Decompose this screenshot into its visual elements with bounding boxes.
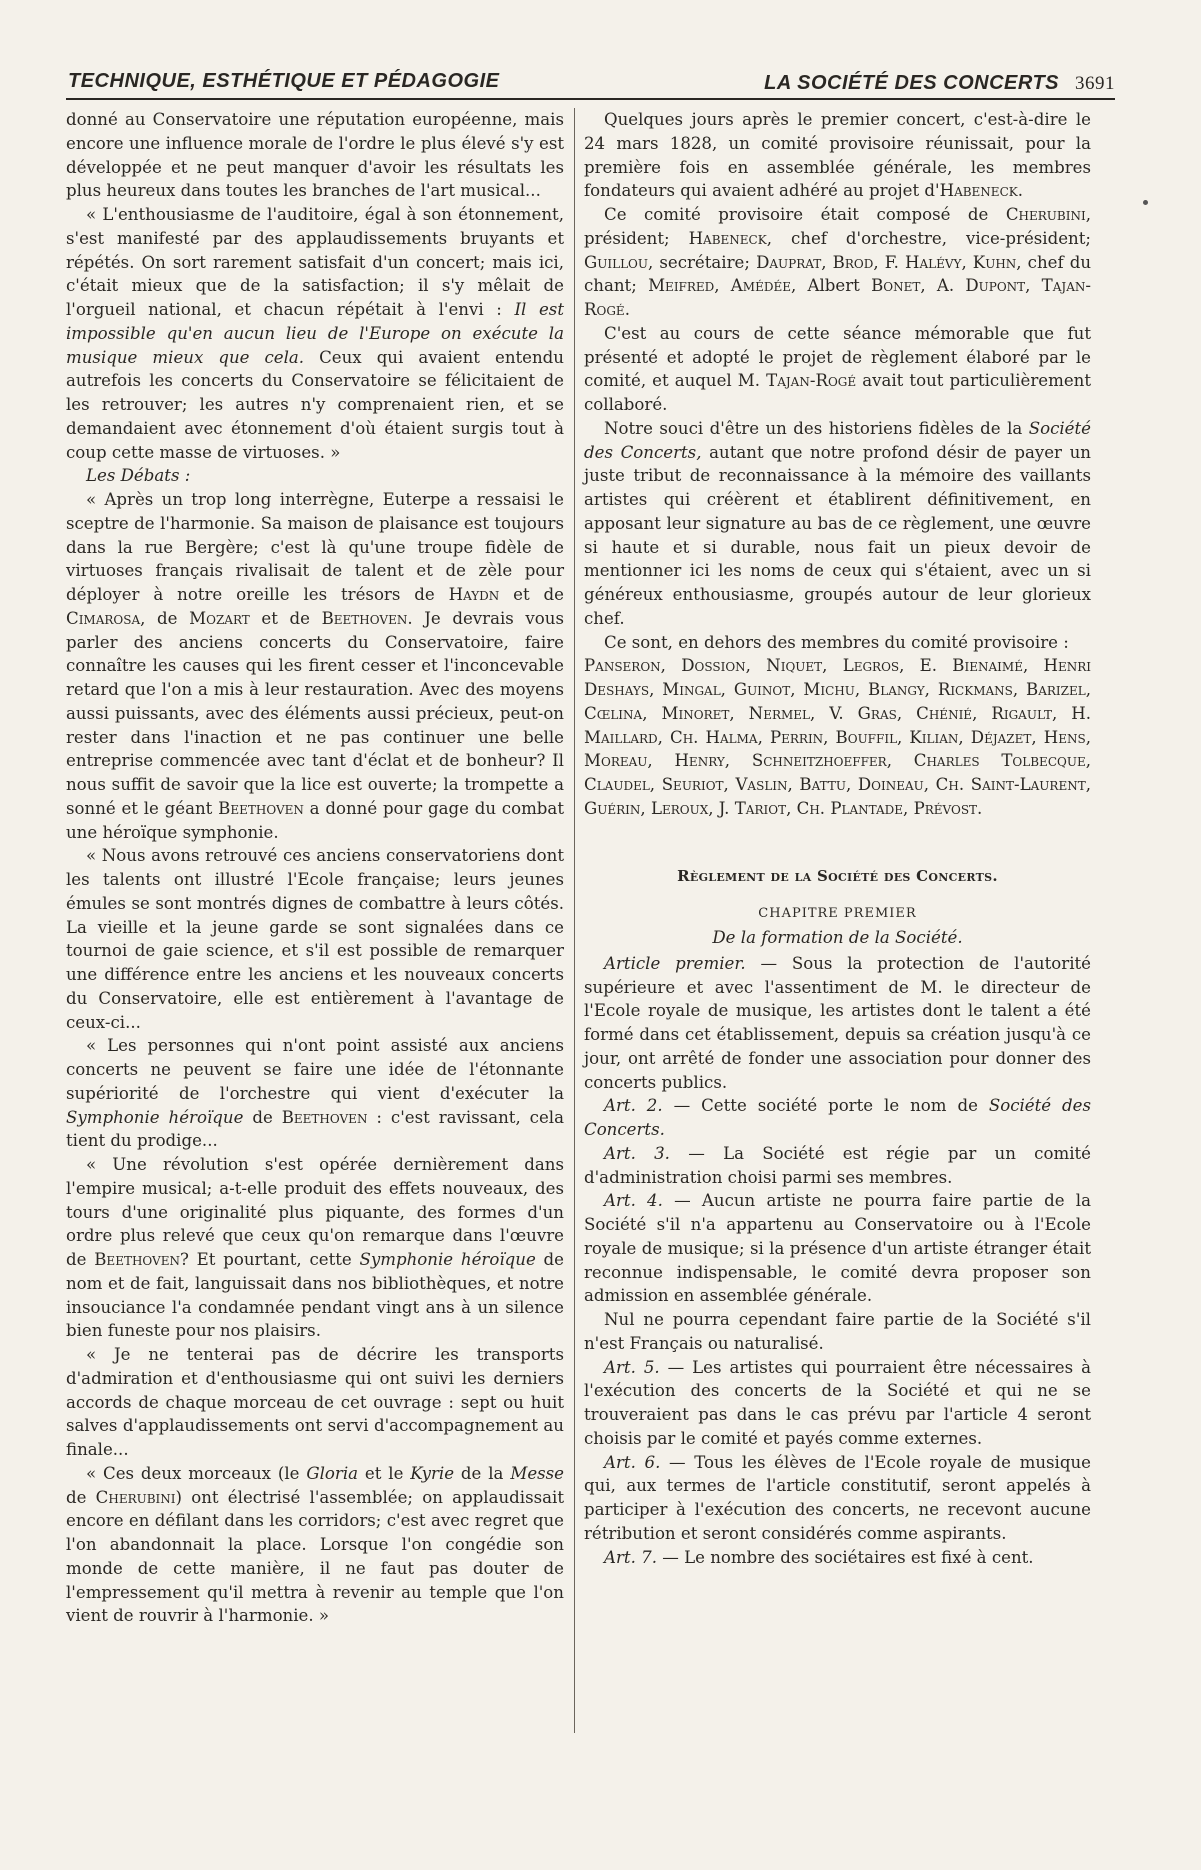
composer-name: Beethoven: [281, 1107, 368, 1127]
composer-name: Cherubini: [95, 1487, 176, 1507]
paragraph: « Ces deux morceaux (le Gloria et le Kyrie de la Messe de Cherubini) ont électrisé l'assemblée; on applaudissait encore en défilant dans les corridors; c'est avec regret que l'on abandonnait la place. Lorsque l'on congédie son monde de cette manière, il ne faut pas douter de l'empressement qu'il mettra à revenir au temple que l'on vient de rouvrir à l'harmonie. »: [66, 1463, 565, 1626]
article: Art. 4. — Aucun artiste ne pourra faire partie de la Société s'il n'a appartenu au Conservatoire ou à l'Ecole royale de musique; si la présence d'un artiste étranger était reconnue indispensable, le comité devra proposer son admission en assemblée générale.: [584, 1191, 1091, 1306]
page-number: 3691: [1075, 73, 1115, 94]
composer-name: Mozart: [189, 608, 250, 628]
paragraph: « Une révolution s'est opérée dernièrement dans l'empire musical; a-t-elle produit des effets nouveaux, des tours d'une originalité plus piquante, des formes d'un ordre plus relevé que ceux qu'on remarque dans l'œuvre de Beethoven? Et pourtant, cette Symphonie héroïque de nom et de fait, languissait dans nos bibliothèques, et notre insouciance l'a condamnée pendant vingt ans à un silence bien funeste pour nos plaisirs.: [66, 1155, 564, 1341]
header-chapter-text: LA SOCIÉTÉ DES CONCERTS: [764, 72, 1059, 94]
composer-name: Beethoven: [94, 1250, 180, 1269]
article: Article premier. — Sous la protection de l'autorité supérieure et avec l'assentiment de M. le directeur de l'Ecole royale de musique, les artistes dont le talent a été formé dans cet établissement, depuis sa création jusqu'à ce jour, ont arrêté de fonder une association pour donner des concerts publics.: [584, 953, 1091, 1092]
founder-names-list: Panseron, Dossion, Niquet, Legros, E. Bienaimé, Henri Deshays, Mingal, Guinot, Michu, Blangy, Rickmans, Barizel, Cœlina, Minoret, Nermel, V. Gras, Chénié, Rigault, H. Maillard, Ch. Halma, Perrin, Bouffil, Kilian, Déjazet, Hens, Moreau, Henry, Schneitzhoeffer, Charles Tolbecque, Claudel, Seuriot, Vaslin, Battu, Doineau, Ch. Saint-Laurent, Guérin, Leroux, J. Tariot, Ch. Plantade, Prévost.: [584, 656, 1091, 818]
chapter-heading: CHAPITRE PREMIER: [758, 906, 917, 922]
paragraph: donné au Conservatoire une réputation européenne, mais encore une influence morale de l'ordre le plus élevé s'y est développée et ne peut manquer d'avoir les résultats les plus heureux dans toutes les branches de l'art musical...: [66, 110, 564, 201]
composer-name: Beethoven: [321, 608, 408, 628]
header-section-title: TECHNIQUE, ESTHÉTIQUE ET PÉDAGOGIE: [68, 70, 500, 92]
composer-name: Haydn: [448, 585, 500, 604]
paragraph: Nul ne pourra cependant faire partie de la Société s'il n'est Français ou naturalisé.: [584, 1310, 1091, 1353]
header-chapter-title: [764, 72, 1115, 95]
source-label: Les Débats :: [86, 466, 191, 486]
article: Art. 5. — Les artistes qui pourraient être nécessaires à l'exécution des concerts de la Société et qui ne se trouveraient pas dans le cas prévu par l'article 4 seront choisis par le comité et payés comme externes.: [584, 1357, 1091, 1448]
right-column: [584, 108, 1091, 1569]
paragraph: « Nous avons retrouvé ces anciens conservatoriens dont les talents ont illustré l'Ecole française; leurs jeunes émules se sont montrés dignes de combattre à leurs côtés. La vieille et la jeune garde se sont signalées dans ce tournoi de gaie science, et s'il est possible de remarquer une différence entre les anciens et les nouveaux concerts du Conservatoire, elle est entièrement à l'avantage de ceux-ci...: [66, 846, 564, 1032]
left-column: [66, 108, 564, 1628]
paragraph: « Les personnes qui n'ont point assisté aux anciens concerts ne peuvent se faire une idée de l'étonnante supériorité de l'orchestre qui vient d'exécuter la Symphonie héroïque de Beethoven : c'est ravissant, cela tient du prodige...: [66, 1036, 564, 1151]
composer-name: Beethoven: [218, 798, 304, 818]
article: Art. 7. — Le nombre des sociétaires est fixé à cent.: [604, 1547, 1034, 1567]
paragraph: Ce comité provisoire était composé de Cherubini, président; Habeneck, chef d'orchestre, vice-président; Guillou, secrétaire; Dauprat, Brod, F. Halévy, Kuhn, chef du chant; Meifred, Amédée, Albert Bonet, A. Dupont, Tajan-Rogé.: [584, 205, 1092, 319]
paragraph: C'est au cours de cette séance mémorable que fut présenté et adopté le projet de règlement élaboré par le comité, et auquel M. Tajan-Rogé avait tout particulièrement collaboré.: [584, 323, 1091, 414]
paragraph: « L'enthousiasme de l'auditoire, égal à son étonnement, s'est manifesté par des applaudissements bruyants et répétés. On sort rarement satisfait d'un concert; mais ici, c'était mieux que de la satisfaction; il s'y mêlait de l'orgueil national, et chacun répétait à l'envi : Il est impossible qu'en aucun lieu de l'Europe on exécute la musique mieux que cela. Ceux qui avaient entendu autrefois les concerts du Conservatoire se félicitaient de les retrouver; les autres n'y comprenaient rien, et se demandaient avec étonnement d'où étaient surgis tout à coup cette masse de virtuoses. »: [66, 205, 564, 462]
paragraph: Ce sont, en dehors des membres du comité provisoire :: [604, 632, 1069, 652]
paragraph: « Après un trop long interrègne, Euterpe a ressaisi le sceptre de l'harmonie. Sa maison de plaisance est toujours dans la rue Bergère; c'est là qu'une troupe fidèle de virtuoses français rivalisait de talent et de zèle pour déployer à notre oreille les trésors de Haydn et de Cimarosa, de Mozart et de Beethoven. Je devrais vous parler des anciens concerts du Conservatoire, faire connaître les causes qui les firent cesser et l'inconcevable retard que l'on a mis à leur restauration. Avec des moyens aussi puissants, avec des éléments aussi précieux, peut-on rester dans l'inaction et ne pas continuer une belle entreprise commencée avec tant d'éclat et de bonheur? Il nous suffit de savoir que la lice est ouverte; la trompette a sonné et le géant Beethoven a donné pour gage du combat une héroïque symphonie.: [66, 490, 564, 842]
article: Art. 2. — Cette société porte le nom de Société des Concerts.: [584, 1096, 1092, 1139]
paragraph: « Je ne tenterai pas de décrire les transports d'admiration et d'enthousiasme qui ont suivi les derniers accords de chaque morceau de cet ouvrage : sept ou huit salves d'applaudissements ont servi d'accompagnement au finale...: [66, 1345, 564, 1459]
paragraph: Notre souci d'être un des historiens fidèles de la Société des Concerts, autant que notre profond désir de payer un juste tribut de reconnaissance à la mémoire des vaillants artistes qui créèrent et établirent définitivement, en apposant leur signature au bas de ce règlement, une œuvre si haute et si durable, nous fait un pieux devoir de mentionner ici les noms de ceux qui s'étaient, avec un si généreux enthousiasme, groupés autour de leur glorieux chef.: [584, 418, 1091, 628]
running-header: [66, 68, 1115, 100]
ink-speck: [1143, 200, 1148, 205]
regulation-title: Règlement de la Société des Concerts.: [677, 866, 998, 885]
paragraph: Quelques jours après le premier concert, c'est-à-dire le 24 mars 1828, un comité provisoire réunissait, pour la première fois en assemblée générale, les membres fondateurs qui avaient adhéré au projet d'Habeneck.: [584, 110, 1091, 201]
article: Art. 6. — Tous les élèves de l'Ecole royale de musique qui, aux termes de l'article constitutif, seront appelés à participer à l'exécution des concerts, ne recevont aucune rétribution et seront considérés comme aspirants.: [584, 1452, 1091, 1543]
chapter-subtitle: De la formation de la Société.: [712, 928, 963, 947]
composer-name: Cimarosa: [66, 608, 141, 628]
column-divider: [574, 108, 575, 1733]
article: Art. 3. — La Société est régie par un comité d'administration choisi parmi ses membres.: [584, 1143, 1091, 1187]
